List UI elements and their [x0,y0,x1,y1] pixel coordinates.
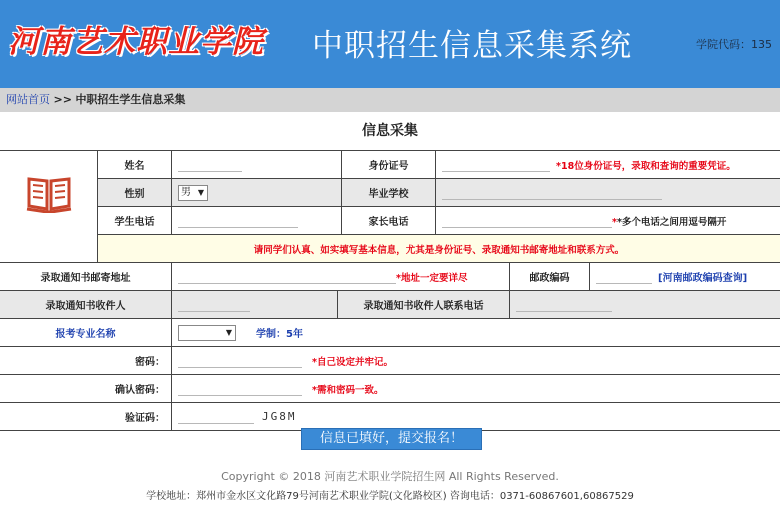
id-label: 身份证号 [342,151,436,178]
captcha-input[interactable] [178,410,254,424]
postcode-query-link[interactable]: [河南邮政编码查询] [658,273,748,284]
password-label: 密码： [0,347,172,374]
info-form [0,150,780,424]
notice-text: 请同学们认真、如实填写基本信息，尤其是身份证号、录取通知书邮寄地址和联系方式。 [98,235,780,262]
captcha-cell [172,403,780,430]
gender-value: 男 [181,186,191,198]
id-number-input[interactable] [442,158,550,172]
confirm-cell [172,375,780,402]
gender-label: 性别 [98,179,172,206]
major-select[interactable] [178,325,236,341]
footer-address: 学校地址：郑州市金水区文化路79号河南艺术职业学院(文化路校区) 咨询电话：0371-60867601,60867529 [146,491,634,502]
row-captcha [0,403,780,431]
confirm-label: 确认密码： [0,375,172,402]
recipient-phone-cell [510,291,780,318]
school-label: 毕业学校 [342,179,436,206]
row-name [98,151,780,179]
breadcrumb-separator: >> [53,93,72,106]
icon-row [0,151,98,235]
school-logo[interactable]: 河南艺术职业学院 [8,24,264,60]
parent-phone-input[interactable] [442,214,612,228]
name-input[interactable] [178,158,242,172]
site-header [0,0,780,88]
captcha-image[interactable]: JG8M [262,410,297,423]
row-confirm [0,375,780,403]
name-input-cell [172,151,342,178]
parent-phone-cell [436,207,780,234]
student-phone-cell [172,207,342,234]
name-label: 姓名 [98,151,172,178]
parent-phone-label: 家长电话 [342,207,436,234]
submit-button[interactable]: 信息已填好，提交报名！ [301,428,482,450]
address-input[interactable] [178,270,396,284]
captcha-label: 验证码： [0,403,172,430]
book-icon [0,151,98,235]
breadcrumb-current: 中职招生学生信息采集 [75,93,186,106]
confirm-note: *需和密码一致。 [312,384,384,396]
school-code: 学院代码：135 [696,38,772,51]
form-title: 信息采集 [362,123,418,139]
school-input-cell [436,179,780,206]
duration-text: 学制：5年 [256,329,303,340]
postcode-cell [590,263,780,290]
major-label: 报考专业名称 [0,319,172,346]
row-password [0,347,780,375]
recipient-label: 录取通知书收件人 [0,291,172,318]
student-phone-input[interactable] [178,214,298,228]
row-recipient [0,291,780,319]
confirm-password-input[interactable] [178,382,302,396]
address-cell [172,263,510,290]
major-cell [172,319,780,346]
row-major [0,319,780,347]
address-label: 录取通知书邮寄地址 [0,263,172,290]
gender-select[interactable] [178,185,208,201]
id-note: *18位身份证号，录取和查询的重要凭证。 [556,160,736,172]
breadcrumb [0,88,780,112]
notice-spacer [0,235,98,262]
password-input[interactable] [178,354,302,368]
breadcrumb-home-link[interactable]: 网站首页 [6,93,50,106]
parent-phone-note-text: *多个电话之间用逗号隔开 [616,216,727,228]
row-phones [98,207,780,235]
system-title: 中职招生信息采集系统 [312,28,632,64]
postcode-input[interactable] [596,270,652,284]
postcode-label: 邮政编码 [510,263,590,290]
gender-cell [172,179,342,206]
chevron-down-icon: ▼ [225,327,232,337]
row-address [0,263,780,291]
password-note: *自己设定并牢记。 [312,356,393,368]
id-input-cell [436,151,780,178]
chevron-down-icon: ▼ [197,187,204,197]
recipient-phone-input[interactable] [516,298,612,312]
student-phone-label: 学生电话 [98,207,172,234]
recipient-cell [172,291,338,318]
password-cell [172,347,780,374]
school-input[interactable] [442,186,662,200]
parent-phone-note: **多个电话之间用逗号隔开 [612,216,727,228]
recipient-input[interactable] [178,298,250,312]
address-note: *地址一定要详尽 [396,272,468,284]
recipient-phone-label: 录取通知书收件人联系电话 [338,291,510,318]
row-notice [0,235,780,263]
footer-copyright: Copyright © 2018 河南艺术职业学院招生网 All Rights Reserved. [221,470,559,483]
row-gender [98,179,780,207]
